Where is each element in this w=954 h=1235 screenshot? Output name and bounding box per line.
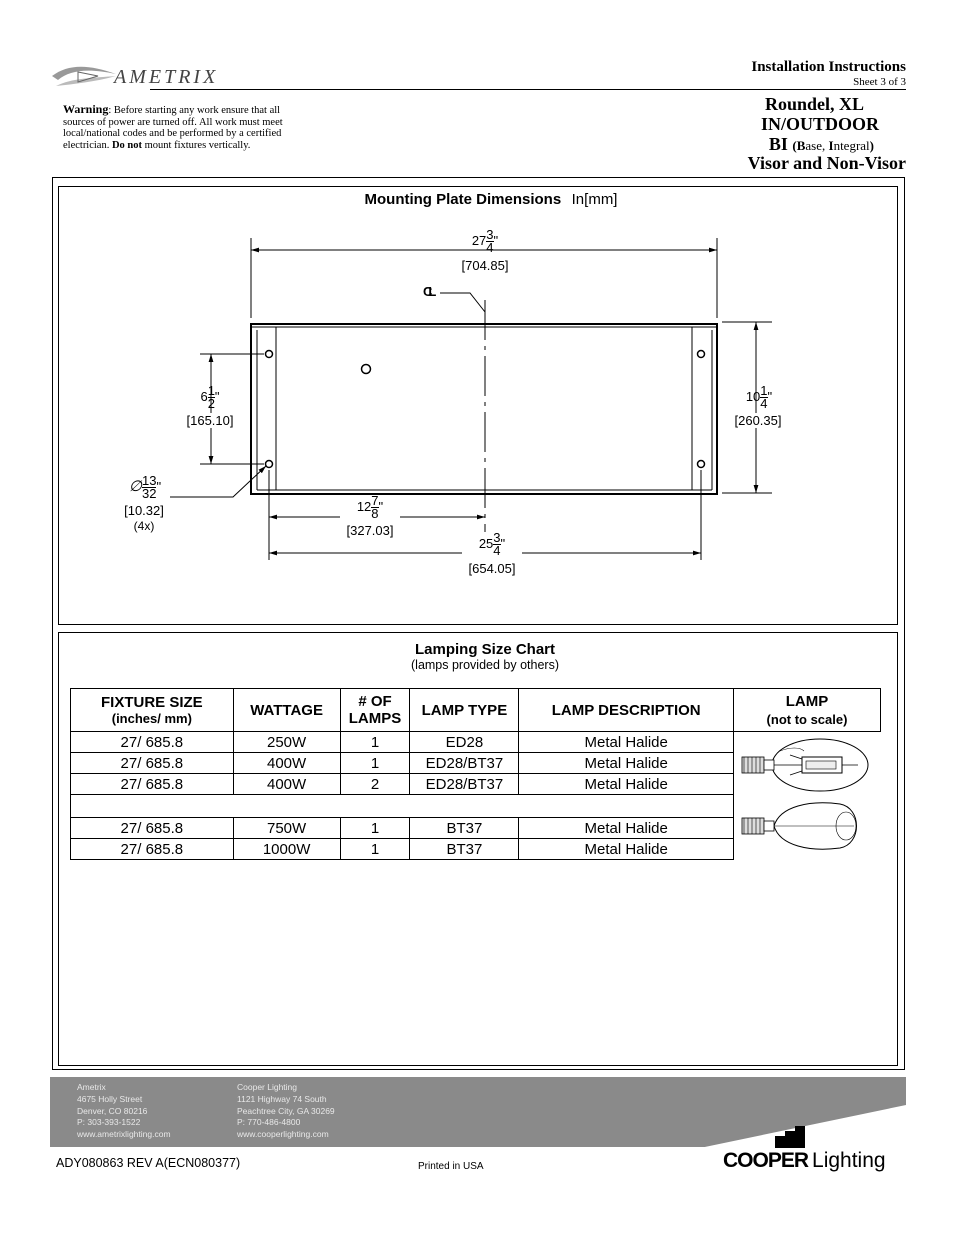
header-lamp-note: (not to scale) — [766, 712, 848, 727]
cooper-logo-light: Lighting — [812, 1149, 886, 1172]
mounting-hole — [266, 351, 273, 358]
table-spacer-row — [71, 795, 734, 818]
lamping-title-text: Lamping Size Chart — [414, 641, 556, 658]
hole-h-num: 3 — [493, 530, 501, 545]
height-fraction — [760, 385, 767, 410]
cooper-logo-mark-icon — [775, 1126, 805, 1148]
diameter-symbol-icon: ∅ — [128, 477, 142, 495]
height-inch: " — [767, 388, 773, 404]
hole-v-num: 1 — [207, 383, 215, 398]
table-row — [71, 732, 734, 753]
hole-horizontal-mm-label: [654.05] — [468, 561, 516, 576]
ametrix-name: Ametrix — [77, 1082, 106, 1092]
cooper-logo — [723, 1149, 886, 1173]
mounting-units: In[mm] — [571, 191, 618, 208]
hole-h-whole: 25 — [478, 535, 494, 551]
centerline-leader — [440, 293, 485, 312]
warning-label: Warning — [63, 102, 109, 116]
cell-desc: Metal Halide — [519, 774, 734, 795]
bt37-lamp-icon — [740, 800, 870, 852]
mounting-title-text: Mounting Plate Dimensions — [364, 191, 562, 208]
ametrix-wordmark: AMETRIX — [114, 66, 219, 88]
hole-h-den: 4 — [493, 543, 501, 558]
hole-v-mm: 165.10 — [190, 413, 230, 428]
cell-size: 27/ 685.8 — [71, 818, 234, 839]
width-mm-label: [704.85] — [461, 258, 509, 273]
header-lamp-label: LAMP — [785, 693, 829, 710]
half-whole: 12 — [356, 498, 372, 514]
cell-wattage: 1000W — [233, 839, 340, 860]
height-den: 4 — [760, 396, 768, 411]
hole-dia-fraction — [142, 475, 156, 500]
ametrix-city: Denver, CO 80216 — [77, 1105, 148, 1116]
cooper-street: 1121 Highway 74 South — [237, 1093, 327, 1104]
table-row — [71, 774, 734, 795]
lamping-title — [58, 641, 912, 672]
hole-diameter-label — [120, 475, 170, 500]
ametrix-street: 4675 Holly Street — [77, 1093, 143, 1104]
half-den: 8 — [371, 506, 379, 521]
doc-number: ADY080863 REV A(ECN080377) — [56, 1156, 241, 1170]
half-inch: " — [378, 498, 384, 514]
hole-dia-mm: 10.32 — [127, 503, 161, 518]
ametrix-phone: P: 303-393-1522 — [77, 1117, 141, 1128]
ed28-lamp-icon — [740, 737, 870, 793]
hole-v-whole: 6 — [200, 388, 208, 404]
hole-h-fraction — [493, 532, 500, 557]
ametrix-website: www.ametrixlighting.com — [77, 1129, 171, 1140]
header-fixture-units: (inches/ mm) — [111, 711, 192, 726]
half-width-mm-label: [327.03] — [346, 523, 394, 538]
hole-dia-inch: " — [156, 478, 162, 494]
footer-cooper-address — [237, 1082, 335, 1141]
hole-dia-den: 32 — [141, 486, 157, 501]
cell-wattage: 400W — [233, 753, 340, 774]
height-dim-label — [724, 385, 794, 410]
height-whole: 10 — [745, 388, 761, 404]
height-mm: 260.35 — [738, 413, 778, 428]
cell-size: 27/ 685.8 — [71, 753, 234, 774]
half-num: 7 — [371, 493, 379, 508]
table-header-row — [71, 689, 734, 732]
width-num: 3 — [486, 227, 494, 242]
doc-type: Installation Instructions — [751, 59, 906, 75]
center-hole — [362, 365, 371, 374]
hole-h-inch: " — [500, 535, 506, 551]
cell-type: ED28/BT37 — [410, 753, 519, 774]
lamping-table — [70, 688, 734, 860]
cell-type: BT37 — [410, 818, 519, 839]
cell-size: 27/ 685.8 — [71, 732, 234, 753]
header-lamp-type: LAMP TYPE — [410, 689, 519, 732]
header-fixture-size-label: FIXTURE SIZE — [100, 694, 203, 711]
height-mm-label: [260.35] — [718, 413, 798, 428]
bi-ntegral: ntegral — [833, 138, 870, 153]
cell-lamps: 1 — [340, 818, 410, 839]
mounting-hole — [698, 461, 705, 468]
hole-v-den: 2 — [207, 396, 215, 411]
cell-desc: Metal Halide — [519, 818, 734, 839]
table-row — [71, 753, 734, 774]
half-fraction — [371, 495, 378, 520]
mounting-hole — [698, 351, 705, 358]
hole-vertical-mm-label: [165.10] — [175, 413, 245, 428]
sheet-number: Sheet 3 of 3 — [853, 76, 906, 88]
cell-lamps: 1 — [340, 839, 410, 860]
cooper-city: Peachtree City, GA 30269 — [237, 1105, 335, 1116]
bi-i: I — [828, 138, 834, 153]
cell-wattage: 250W — [233, 732, 340, 753]
hole-v-fraction — [208, 385, 215, 410]
centerline-label: CL — [423, 284, 433, 299]
bi-paren-close: ) — [869, 138, 874, 153]
title-line-2: IN/OUTDOOR — [760, 114, 879, 134]
bi-paren-open: ( — [792, 138, 797, 153]
cell-size: 27/ 685.8 — [71, 839, 234, 860]
warning-bold-tail: Do not — [111, 139, 143, 151]
cell-desc: Metal Halide — [519, 753, 734, 774]
cooper-logo-bold: COOPER — [723, 1149, 809, 1172]
width-whole: 27 — [471, 232, 487, 248]
header-wattage: WATTAGE — [233, 689, 340, 732]
half-width-dim-label — [340, 495, 400, 520]
header-lamp — [733, 688, 881, 732]
mounting-plate — [251, 324, 717, 494]
bi-ase: ase, — [805, 138, 829, 153]
hole-vertical-dim-label — [180, 385, 240, 410]
hole-h-mm: 654.05 — [472, 561, 512, 576]
hole-horizontal-dim-label — [462, 532, 522, 557]
header-lamps-line2: LAMPS — [348, 710, 402, 727]
cooper-phone: P: 770-486-4800 — [237, 1117, 301, 1128]
cooper-name: Cooper Lighting — [237, 1082, 298, 1092]
cell-desc: Metal Halide — [519, 839, 734, 860]
hole-v-inch: " — [214, 388, 220, 404]
mounting-hole — [266, 461, 273, 468]
half-mm: 327.03 — [350, 523, 390, 538]
cell-lamps: 2 — [340, 774, 410, 795]
width-inch: " — [493, 232, 499, 248]
cell-lamps: 1 — [340, 753, 410, 774]
cell-wattage: 750W — [233, 818, 340, 839]
cell-size: 27/ 685.8 — [71, 774, 234, 795]
cell-desc: Metal Halide — [519, 732, 734, 753]
header-lamp-description: LAMP DESCRIPTION — [519, 689, 734, 732]
table-row — [71, 839, 734, 860]
lamping-subtitle: (lamps provided by others) — [411, 658, 559, 672]
title-line-4: Visor and Non-Visor — [747, 153, 906, 173]
cell-wattage: 400W — [233, 774, 340, 795]
bi-code: BI — [768, 134, 788, 154]
header-num-lamps — [340, 689, 410, 732]
title-line-1: Roundel, XL — [764, 94, 864, 114]
hole-dia-num: 13 — [141, 473, 157, 488]
cooper-website: www.cooperlighting.com — [237, 1129, 329, 1140]
header-lamps-line1: # OF — [358, 693, 392, 710]
warning-tail: mount fixtures vertically. — [144, 139, 251, 151]
width-den: 4 — [486, 240, 494, 255]
bi-b: B — [796, 138, 806, 153]
header-fixture-size — [71, 689, 234, 732]
cell-type: ED28/BT37 — [410, 774, 519, 795]
width-fraction — [486, 229, 493, 254]
hole-diameter-mm-label: [10.32] — [124, 503, 164, 518]
hole-quantity: (4x) — [133, 519, 155, 533]
cell-type: BT37 — [410, 839, 519, 860]
printed-in: Printed in USA — [418, 1161, 484, 1172]
cell-lamps: 1 — [340, 732, 410, 753]
table-row — [71, 818, 734, 839]
footer-ametrix-address — [77, 1082, 171, 1141]
width-dim-label — [440, 229, 530, 254]
warning-text: : Before starting any work ensure that all sources of power are turned off. All work must meet local/national codes and be performed by a certified electrician. — [63, 105, 283, 151]
width-mm: 704.85 — [465, 258, 505, 273]
height-num: 1 — [760, 383, 768, 398]
cell-type: ED28 — [410, 732, 519, 753]
